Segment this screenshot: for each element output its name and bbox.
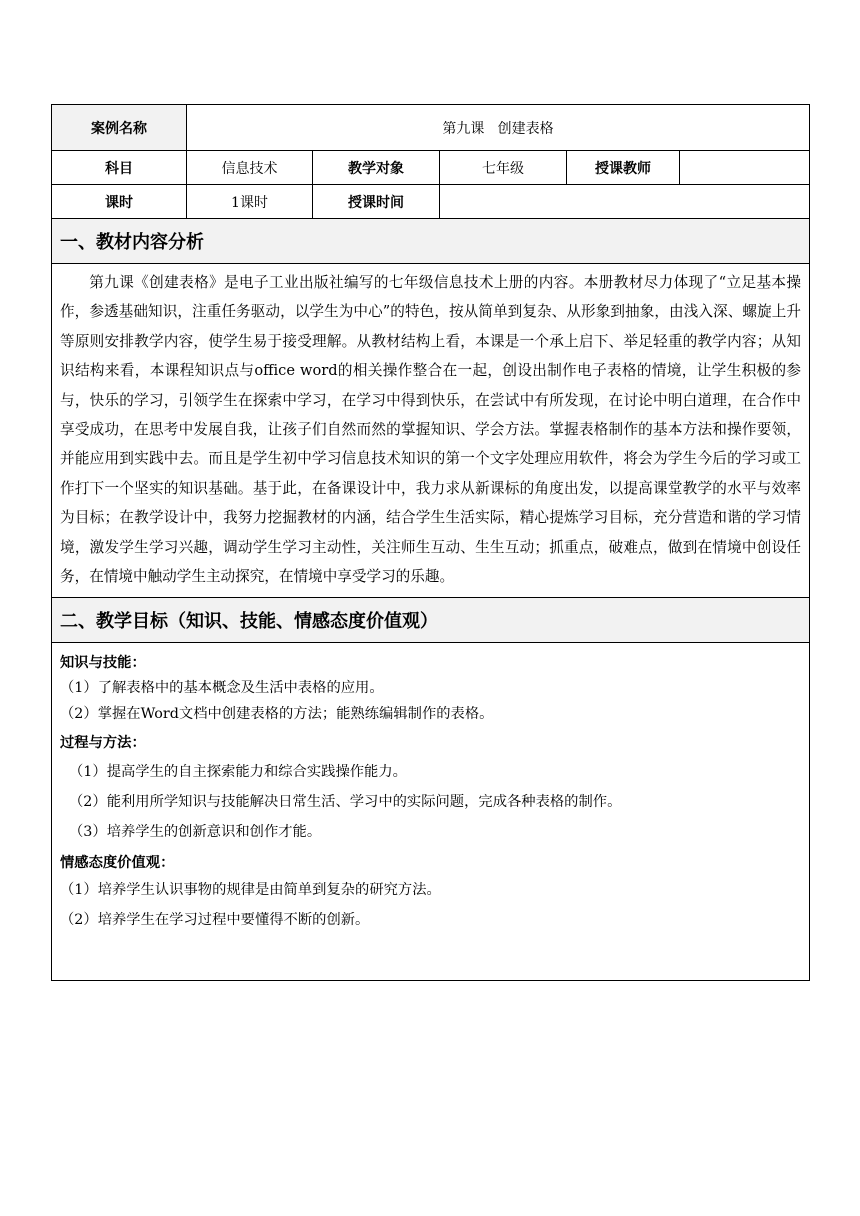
hours-row (52, 185, 810, 219)
knowledge-item: （1）了解表格中的基本概念及生活中表格的应用。 (60, 680, 384, 697)
lesson-plan-page (51, 104, 809, 981)
process-item: （3）培养学生的创新意识和创作才能。 (69, 824, 322, 841)
subject-label: 科目 (52, 151, 187, 185)
subject-row (52, 151, 810, 185)
audience-label: 教学对象 (313, 151, 440, 185)
case-name-label: 案例名称 (52, 105, 187, 151)
emotion-item: （1）培养学生认识事物的规律是由简单到复杂的研究方法。 (60, 882, 441, 899)
section1-title-row (52, 219, 810, 264)
subject-value: 信息技术 (187, 151, 313, 185)
process-item: （1）提高学生的自主探索能力和综合实践操作能力。 (69, 764, 407, 781)
teacher-value (680, 151, 810, 185)
knowledge-item: （2）掌握在Word文档中创建表格的方法；能熟练编辑制作的表格。 (60, 706, 494, 723)
time-value (440, 185, 810, 219)
section1-body (52, 264, 810, 598)
case-name-row (52, 105, 810, 151)
audience-value: 七年级 (440, 151, 567, 185)
section1-body-row (52, 264, 810, 598)
lesson-plan-table (51, 104, 810, 981)
section2-title: 二、教学目标（知识、技能、情感态度价值观） (52, 598, 810, 643)
emotion-item: （2）培养学生在学习过程中要懂得不断的创新。 (60, 912, 370, 929)
process-item: （2）能利用所学知识与技能解决日常生活、学习中的实际问题，完成各种表格的制作。 (69, 794, 622, 811)
process-heading: 过程与方法： (60, 735, 146, 752)
section2-body (52, 643, 810, 981)
section2-body-row (52, 643, 810, 981)
knowledge-heading: 知识与技能： (60, 655, 146, 672)
section1-paragraph: 第九课《创建表格》是电子工业出版社编写的七年级信息技术上册的内容。本册教材尽力体现了“立足基本操作，参透基础知识，注重任务驱动，以学生为中心”的特色，按从简单到复杂、从形象到抽象，由浅入深、螺旋上升等原则安排教学内容，使学生易于接受理解。从教材结构上看，本课是一个承上启下、举足轻重的教学内容；从知识结构来看，本课程知识点与office word的相关操作整合在一起，创设出制作电子表格的情境，让学生积极的参与，快乐的学习，引领学生在探索中学习，在学习中得到快乐，在尝试中有所发现，在讨论中明白道理，在合作中享受成功，在思考中发展自我，让孩子们自然而然的掌握知识、学会方法。掌握表格制作的基本方法和操作要领，并能应用到实践中去。而且是学生初中学习信息技术知识的第一个文字处理应用软件，将会为学生今后的学习或工作打下一个坚实的知识基础。基于此，在备课设计中，我力求从新课标的角度出发，以提高课堂教学的水平与效率为目标；在教学设计中，我努力挖掘教材的内涵，结合学生生活实际，精心提炼学习目标，充分营造和谐的学习情境，激发学生学习兴趣，调动学生学习主动性，关注师生互动、生生互动；抓重点，破难点，做到在情境中创设任务，在情境中触动学生主动探究，在情境中享受学习的乐趣。 (60, 274, 802, 586)
section1-title: 一、教材内容分析 (52, 219, 810, 264)
hours-value: 1课时 (187, 185, 313, 219)
section2-title-row (52, 598, 810, 643)
emotion-heading: 情感态度价值观： (60, 855, 175, 872)
case-name-value: 第九课 创建表格 (187, 105, 810, 151)
time-label: 授课时间 (313, 185, 440, 219)
hours-label: 课时 (52, 185, 187, 219)
teacher-label: 授课教师 (567, 151, 680, 185)
